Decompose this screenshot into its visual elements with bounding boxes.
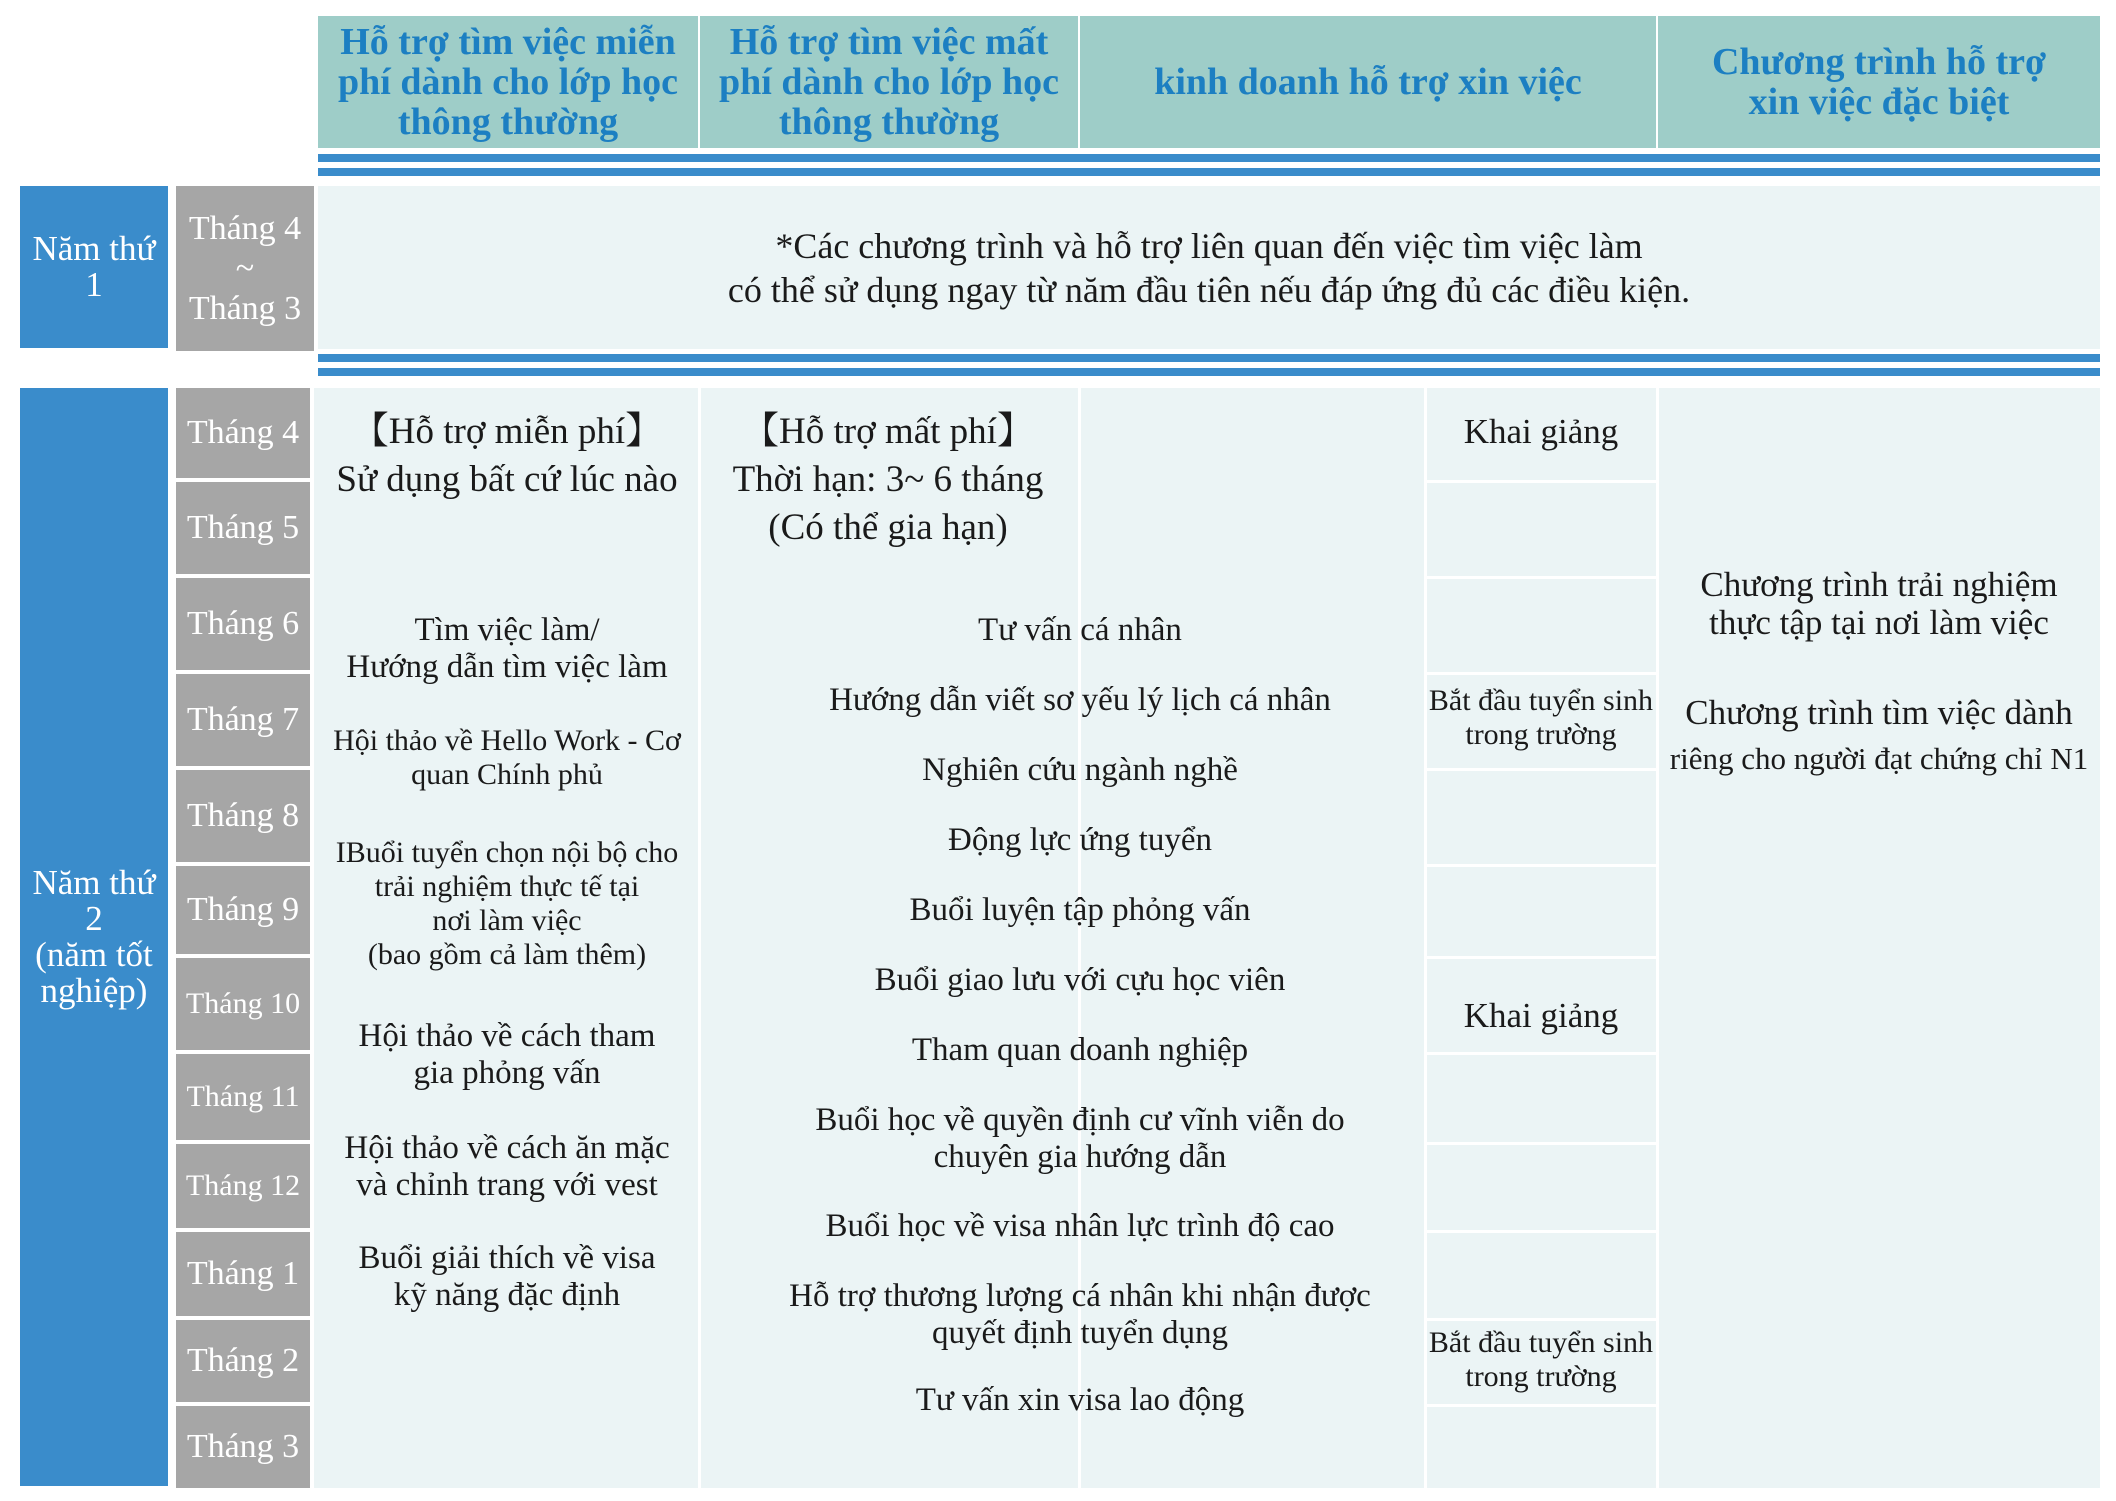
month-9: Tháng 9 [176,866,310,954]
paid-item-permanent-residency: Buổi học về quyền định cư vĩnh viễn do chuyên gia hướng dẫn [815,1102,1345,1175]
free-item-job-search: Tìm việc làm/ Hướng dẫn tìm việc làm [346,612,668,685]
divider-free-paid [698,388,701,1488]
year-1-month-from: Tháng 4 [188,209,302,247]
paid-support-heading: 【Hỗ trợ mất phí】 Thời hạn: 3~ 6 tháng (Có thể gia hạn) [732,411,1044,548]
divider-business-inner [1424,388,1427,1488]
month-12: Tháng 12 [176,1144,310,1228]
business-row-line [1424,956,1658,959]
paid-item-cv-guide: Hướng dẫn viết sơ yếu lý lịch cá nhân [829,682,1331,718]
header-free-support: Hỗ trợ tìm việc miễn phí dành cho lớp học thông thường [318,16,698,148]
business-recruit-1: Bắt đầu tuyển sinh trong trường [1428,684,1654,751]
year-1-notice: *Các chương trình và hỗ trợ liên quan đến việc tìm việc làm có thể sử dụng ngay từ năm đầu tiên nếu đáp ứng đủ các điều kiện. [727,225,1691,310]
month-1: Tháng 1 [176,1232,310,1316]
header-special: Chương trình hỗ trợ xin việc đặc biệt [1658,16,2100,148]
free-item-dress-seminar: Hội thảo về cách ăn mặc và chỉnh trang với vest [344,1130,670,1203]
year-1-month-to: Tháng 3 [188,289,302,327]
paid-item-motivation: Động lực ứng tuyển [948,822,1212,858]
month-2: Tháng 2 [176,1320,310,1402]
free-item-internal-selection: IBuổi tuyển chọn nội bộ cho trải nghiệm thực tế tại nơi làm việc (bao gồm cả làm thêm) [335,836,679,971]
free-support-heading: 【Hỗ trợ miễn phí】 Sử dụng bất cứ lúc nào [336,411,678,500]
free-item-hello-work: Hội thảo về Hello Work - Cơ quan Chính phủ [333,724,681,791]
business-row-line [1424,768,1658,771]
header-stripe-bottom [318,168,2100,176]
year-1-month-range [176,186,314,351]
paid-item-skilled-visa: Buổi học về visa nhân lực trình độ cao [825,1208,1335,1244]
business-row-line [1424,1142,1658,1145]
month-3: Tháng 3 [176,1406,310,1488]
header-business: kinh doanh hỗ trợ xin việc [1080,16,1656,148]
paid-item-consulting: Tư vấn cá nhân [978,612,1182,648]
month-6: Tháng 6 [176,578,310,670]
month-11: Tháng 11 [176,1054,310,1140]
business-row-line [1424,1052,1658,1055]
business-opening-2: Khai giảng [1463,996,1619,1035]
year-1-month-sep: ~ [235,249,255,287]
business-row-line [1424,1404,1658,1407]
month-5: Tháng 5 [176,482,310,574]
free-item-interview-seminar: Hội thảo về cách tham gia phỏng vấn [358,1018,656,1091]
paid-item-alumni-exchange: Buổi giao lưu với cựu học viên [874,962,1286,998]
divider-business-special [1656,388,1659,1488]
paid-item-negotiation: Hỗ trợ thương lượng cá nhân khi nhận được quyết định tuyển dụng [789,1278,1371,1351]
business-row-line [1424,1318,1658,1321]
business-opening-1: Khai giảng [1463,412,1619,451]
year-2-label: Năm thứ 2 (năm tốt nghiệp) [20,388,168,1486]
business-row-line [1424,672,1658,675]
year-stripe-bottom [318,368,2100,376]
special-n1-program-title: Chương trình tìm việc dành [1685,693,2073,732]
special-internship-program: Chương trình trải nghiệm thực tập tại nơi làm việc [1700,565,2058,642]
paid-item-industry-research: Nghiên cứu ngành nghề [922,752,1238,788]
business-row-line [1424,576,1658,579]
paid-item-company-visit: Tham quan doanh nghiệp [911,1032,1249,1068]
business-row-line [1424,864,1658,867]
business-recruit-2: Bắt đầu tuyển sinh trong trường [1428,1326,1654,1393]
month-10: Tháng 10 [176,958,310,1050]
month-4: Tháng 4 [176,388,310,478]
business-row-line [1424,1230,1658,1233]
special-n1-program-subtitle: riêng cho người đạt chứng chỉ N1 [1669,741,2089,776]
month-7: Tháng 7 [176,674,310,766]
header-paid-support: Hỗ trợ tìm việc mất phí dành cho lớp học thông thường [700,16,1078,148]
year-stripe-top [318,354,2100,362]
business-row-line [1424,480,1658,483]
paid-item-interview-practice: Buổi luyện tập phỏng vấn [909,892,1251,928]
header-stripe-top [318,154,2100,162]
year-1-label: Năm thứ 1 [20,186,168,348]
free-item-visa-explanation: Buổi giải thích về visa kỹ năng đặc định [358,1240,656,1313]
paid-item-work-visa: Tư vấn xin visa lao động [915,1382,1245,1418]
month-8: Tháng 8 [176,770,310,862]
